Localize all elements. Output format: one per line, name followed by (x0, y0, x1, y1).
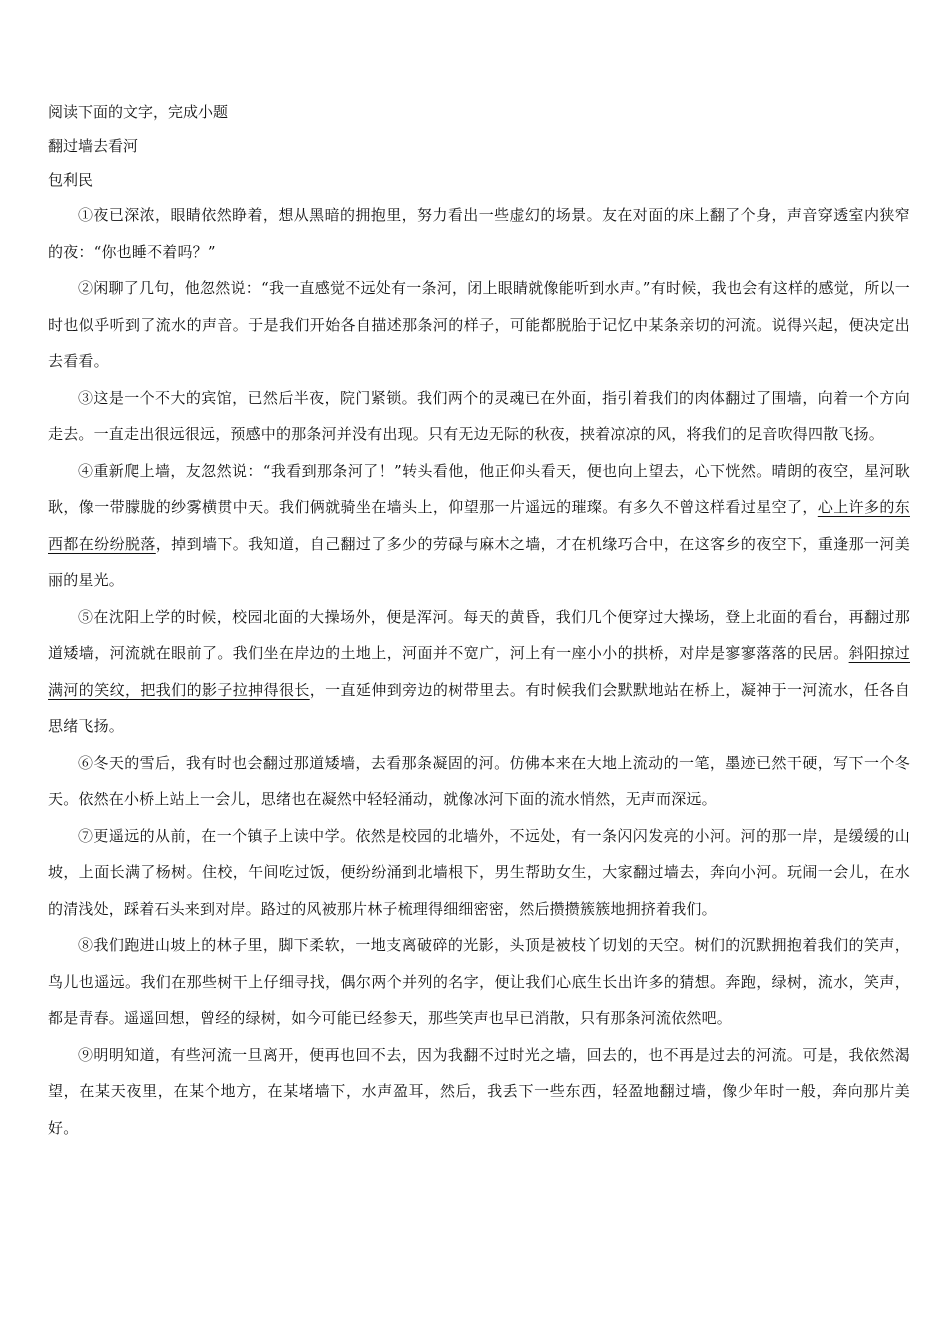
paragraph-3: ③这是一个不大的宾馆，已然后半夜，院门紧锁。我们两个的灵魂已在外面，指引着我们的肉体翻过了围墙，向着一个方向走去。一直走出很远很远，预感中的那条河并没有出现。只有无边无际的秋夜，挟着凉凉的风，将我们的足音吹得四散飞扬。 (48, 388, 910, 443)
paragraph-5 (48, 599, 910, 745)
paragraph-8: ⑧我们跑进山坡上的林子里，脚下柔软，一地支离破碎的光影，头顶是被枝丫切划的天空。树们的沉默拥抱着我们的笑声，鸟儿也遥远。我们在那些树干上仔细寻找，偶尔两个并列的名字，便让我们心底生长出许多的猜想。奔跑，绿树，流水，笑声，都是青春。遥遥回想，曾经的绿树，如今可能已经参天，那些笑声也早已消散，只有那条河流依然吧。 (48, 936, 910, 1027)
article-author: 包利民 (48, 171, 94, 189)
underlined-sentence-b: 斜阳掠过满河的笑纹，把我们的影子拉抻得很长 (48, 644, 910, 699)
paragraph-4-before: ④重新爬上墙，友忽然说：“我看到那条河了！”转头看他，他正仰头看天，便也向上望去，心下恍然。晴朗的夜空，星河耿耿，像一带朦胧的纱雾横贯中天。我们俩就骑坐在墙头上，仰望那一片遥远的璀璨。有多久不曾这样看过星空了， (48, 461, 910, 516)
paragraph-9: ⑨明明知道，有些河流一旦离开，便再也回不去，因为我翻不过时光之墙，回去的，也不再是过去的河流。可是，我依然渴望，在某天夜里，在某个地方，在某堵墙下，水声盈耳，然后，我丢下一些东西，轻盈地翻过墙，像少年时一般，奔向那片美好。 (48, 1045, 910, 1137)
paragraph-4-after: ，掉到墙下。我知道，自己翻过了多少的劳碌与麻木之墙，才在机缘巧合中，在这客乡的夜空下，重逢那一河美丽的星光。 (48, 534, 910, 589)
paragraph-5-before: ⑤在沈阳上学的时候，校园北面的大操场外，便是浑河。每天的黄昏，我们几个便穿过大操场，登上北面的看台，再翻过那道矮墙，河流就在眼前了。我们坐在岸边的土地上，河面并不宽广，河上有一座小小的拱桥，对岸是寥寥落落的民居。 (48, 607, 910, 662)
paragraph-7: ⑦更遥远的从前，在一个镇子上读中学。依然是校园的北墙外，不远处，有一条闪闪发亮的小河。河的那一岸，是缓缓的山坡，上面长满了杨树。住校，午间吃过饭，便纷纷涌到北墙根下，男生帮助女生，大家翻过墙去，奔向小河。玩闹一会儿，在水的清浅处，踩着石头来到对岸。路过的风被那片林子梳理得细细密密，然后攒攒簇簇地拥挤着我们。 (48, 826, 910, 918)
paragraph-1: ①夜已深浓，眼睛依然睁着，想从黑暗的拥抱里，努力看出一些虚幻的场景。友在对面的床上翻了个身，声音穿透室内狭窄的夜：“你也睡不着吗？” (48, 206, 910, 261)
document-page (48, 100, 910, 1146)
instruction-text: 阅读下面的文字，完成小题 (48, 103, 229, 121)
paragraph-4 (48, 453, 910, 599)
article-title: 翻过墙去看河 (48, 137, 139, 155)
paragraph-2: ②闲聊了几句，他忽然说：“我一直感觉不远处有一条河，闭上眼睛就像能听到水声。”有时候，我也会有这样的感觉，所以一时也似乎听到了流水的声音。于是我们开始各自描述那条河的样子，可能都脱胎于记忆中某条亲切的河流。说得兴起，便决定出去看看。 (48, 279, 910, 370)
underlined-sentence-a: 心上许多的东西都在纷纷脱落 (48, 498, 910, 553)
paragraph-6: ⑥冬天的雪后，我有时也会翻过那道矮墙，去看那条凝固的河。仿佛本来在大地上流动的一笔，墨迹已然干硬，写下一个冬天。依然在小桥上站上一会儿，思绪也在凝然中轻轻涌动，就像冰河下面的流水悄然，无声而深远。 (48, 753, 910, 808)
paragraph-5-after: ，一直延伸到旁边的树带里去。有时候我们会默默地站在桥上，凝神于一河流水，任各自思绪飞扬。 (48, 680, 910, 735)
